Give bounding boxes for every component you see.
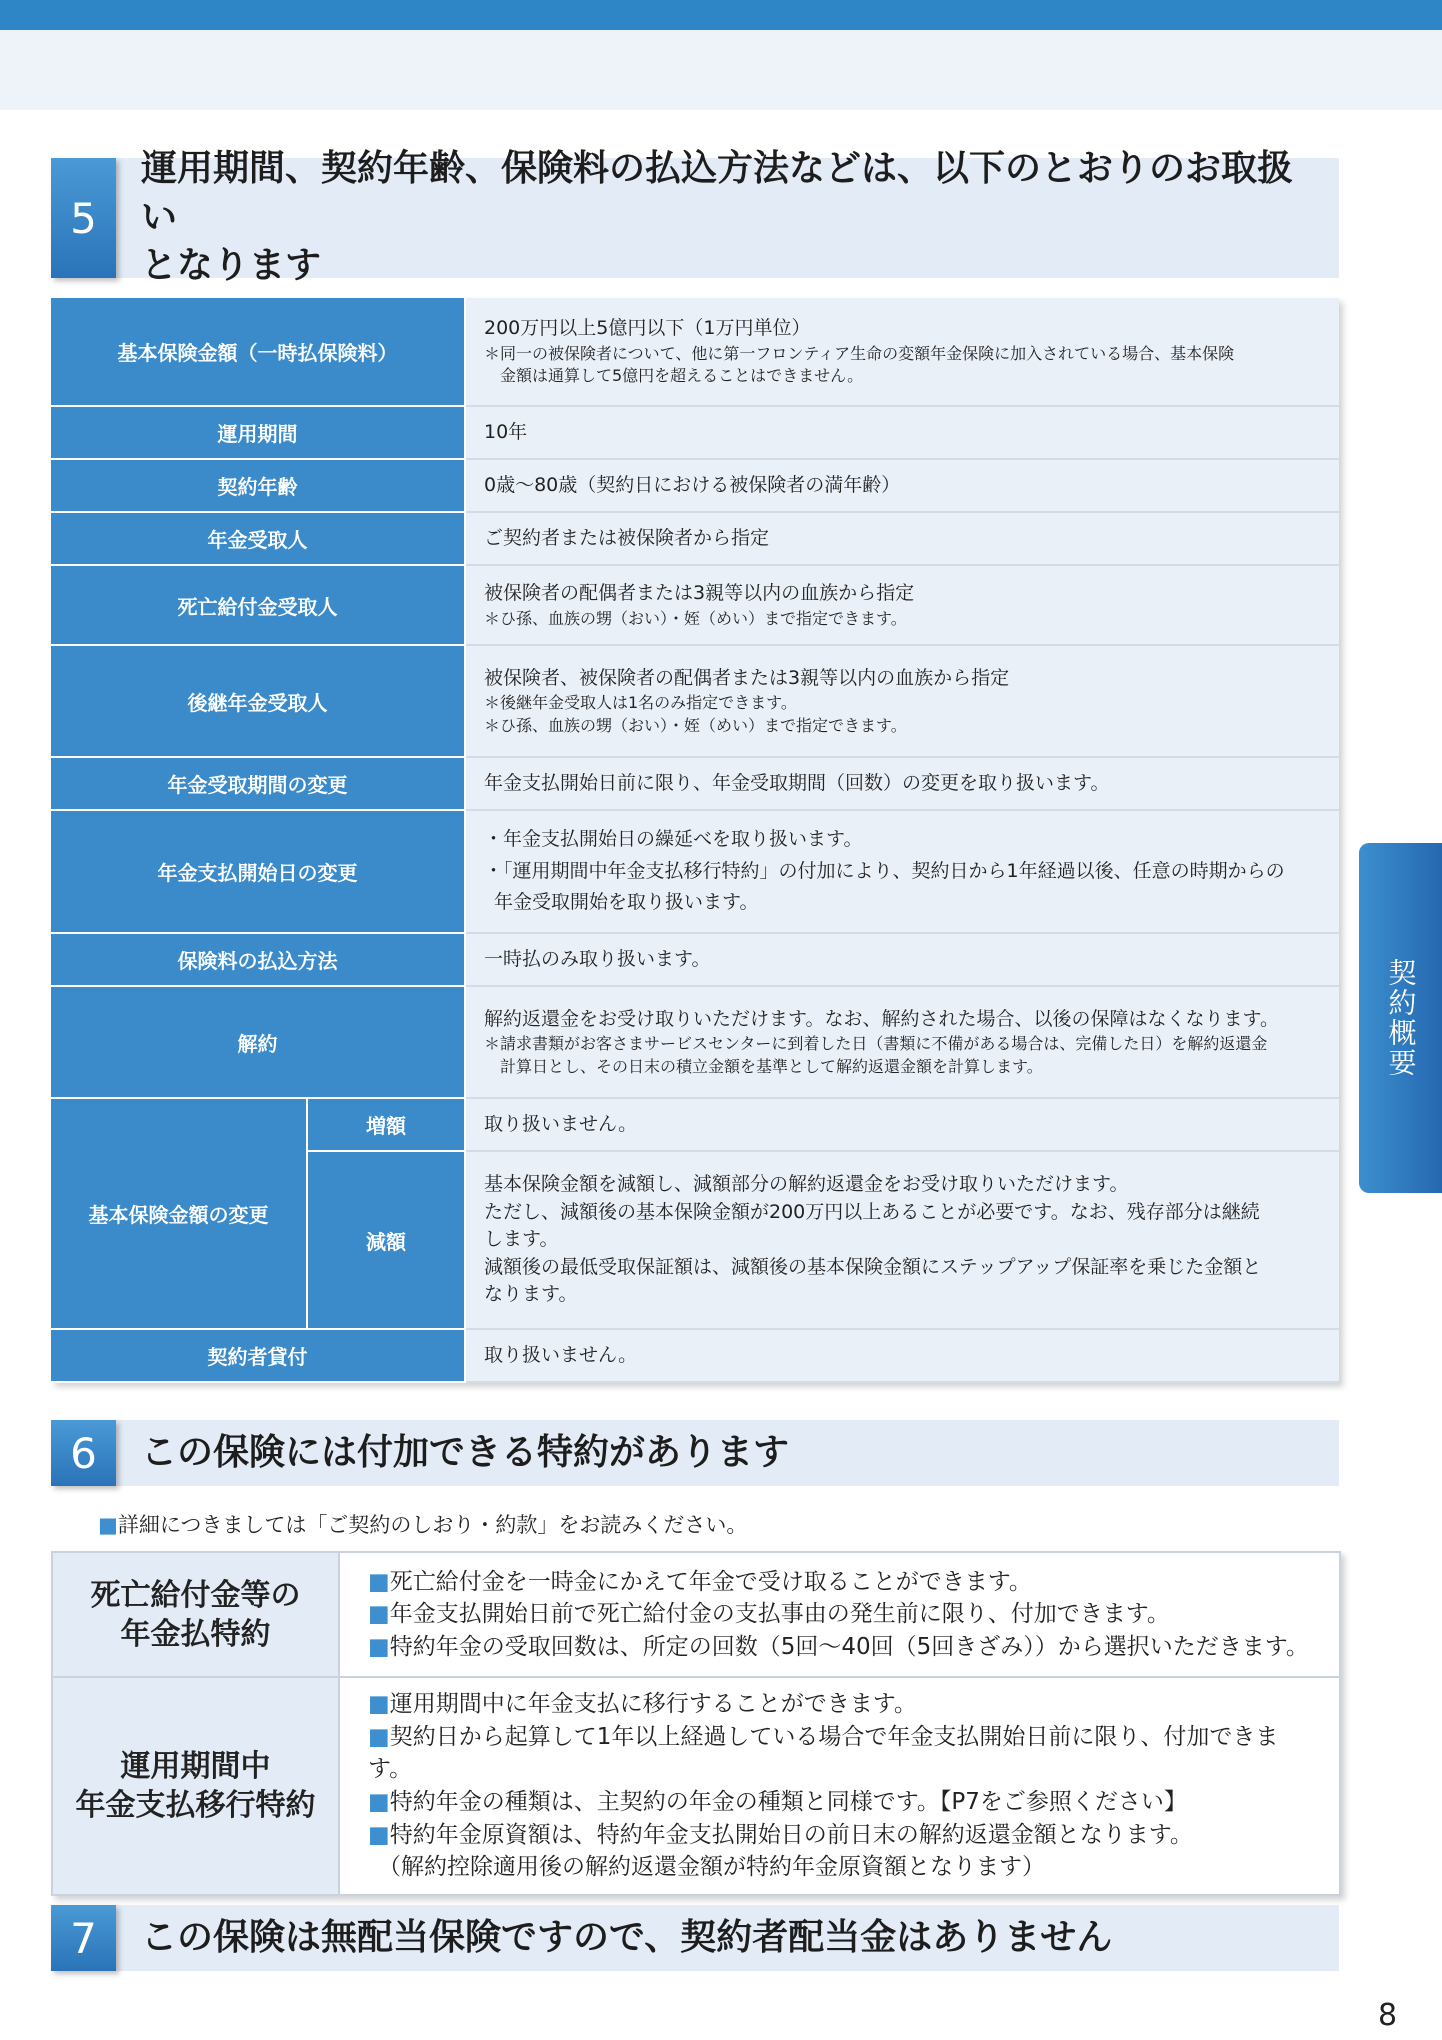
- basic-amount-value: 200万円以上5億円以下（1万円単位）: [484, 317, 811, 340]
- row-value: ご契約者または被保険者から指定: [465, 512, 1339, 565]
- table-row: [51, 986, 1339, 1098]
- table-row: [51, 1329, 1339, 1382]
- section-5-title-line1: 運用期間、契約年齢、保険料の払込方法などは、以下のとおりのお取扱い: [141, 148, 1294, 238]
- table-row: [52, 1552, 1340, 1677]
- successor-value: 被保険者、被保険者の配偶者または3親等以内の血族から指定: [484, 666, 1010, 689]
- row-label: 死亡給付金受取人: [51, 565, 465, 645]
- detail-note: [98, 1509, 747, 1539]
- table-row: [51, 406, 1339, 459]
- decrease-line-1: 基本保険金額を減額し、減額部分の解約返還金をお受け取りいただけます。: [484, 1173, 1129, 1196]
- side-index-tab[interactable]: [1359, 843, 1442, 1193]
- increase-value: 取り扱いません。: [465, 1098, 1339, 1151]
- contract-terms-table: [51, 298, 1339, 1383]
- table-row: [51, 298, 1339, 406]
- start-change-line-2: ・「運用期間中年金支払移行特約」の付加により、契約日から1年経過以後、任意の時期からの: [484, 859, 1285, 882]
- list-item-text: 死亡給付金を一時金にかえて年金で受け取ることができます。: [389, 1568, 1032, 1595]
- square-bullet-icon: ■: [368, 1633, 390, 1660]
- rider-2-details: [339, 1677, 1340, 1895]
- decrease-line-3: します。: [484, 1228, 559, 1251]
- row-label: 解約: [51, 986, 465, 1098]
- row-value: 年金支払開始日前に限り、年金受取期間（回数）の変更を取り扱います。: [465, 757, 1339, 810]
- row-value: 取り扱いません。: [465, 1329, 1339, 1382]
- death-recipient-note: ＊ひ孫、血族の甥（おい）・姪（めい）まで指定できます。: [484, 608, 907, 628]
- list-item-text: 契約日から起算して1年以上経過している場合で年金支払開始日前に限り、付加できます。: [368, 1723, 1279, 1783]
- top-band: [0, 30, 1442, 110]
- section-7-number: 7: [51, 1905, 116, 1971]
- cancel-note: ＊請求書類がお客さまサービスセンターに到着した日（書類に不備がある場合は、完備した日）を解約返還金: [484, 1034, 1268, 1054]
- death-recipient-value: 被保険者の配偶者または3親等以内の血族から指定: [484, 582, 915, 605]
- side-tab-label: 契約概要: [1384, 958, 1418, 1078]
- rider-2-label: [52, 1677, 339, 1895]
- square-bullet-icon: ■: [368, 1601, 390, 1628]
- row-label: 運用期間: [51, 406, 465, 459]
- list-item: [368, 1631, 1315, 1664]
- row-value: [465, 986, 1339, 1098]
- list-item: [368, 1721, 1315, 1786]
- rider-2-sub-note: （解約控除適用後の解約返還金額が特約年金原資額となります）: [378, 1854, 1045, 1881]
- list-item-text: 特約年金の種類は、主契約の年金の種類と同様です。【P7をご参照ください】: [389, 1788, 1187, 1815]
- decrease-line-2: ただし、減額後の基本保険金額が200万円以上あることが必要です。なお、残存部分は継続: [484, 1200, 1260, 1223]
- row-value: [465, 645, 1339, 757]
- row-label: 年金受取期間の変更: [51, 757, 465, 810]
- section-5-header: [51, 148, 1339, 287]
- section-5-number: 5: [51, 158, 116, 278]
- rider-1-label-line1: 死亡給付金等の: [90, 1577, 301, 1613]
- basic-amount-note: ＊同一の被保険者について、他に第一フロンティア生命の変額年金保険に加入されている場合、基本保険: [484, 343, 1235, 363]
- successor-note-1: ＊後継年金受取人は1名のみ指定できます。: [484, 693, 797, 713]
- section-7-title: この保険は無配当保険ですので、契約者配当金はありません: [141, 1916, 1113, 1958]
- list-item: [368, 1598, 1315, 1631]
- row-value: [465, 810, 1339, 933]
- list-item-text: 特約年金原資額は、特約年金支払開始日の前日末の解約返還金額となります。: [389, 1821, 1193, 1848]
- row-label: 保険料の払込方法: [51, 933, 465, 986]
- row-label: 基本保険金額の変更: [51, 1098, 307, 1329]
- rider-1-label: [52, 1552, 339, 1677]
- square-bullet-icon: ■: [98, 1513, 118, 1537]
- row-value: 0歳〜80歳（契約日における被保険者の満年齢）: [465, 459, 1339, 512]
- table-row: [51, 810, 1339, 933]
- row-value: [465, 565, 1339, 645]
- cancel-value: 解約返還金をお受け取りいただけます。なお、解約された場合、以後の保障はなくなります。: [484, 1007, 1279, 1030]
- cancel-note-cont: 計算日とし、その日末の積立金額を基準として解約返還金額を計算します。: [500, 1056, 1043, 1076]
- list-item: [368, 1566, 1315, 1599]
- page-number: 8: [1378, 1998, 1398, 2033]
- start-change-line-1: ・年金支払開始日の繰延べを取り扱います。: [484, 828, 863, 851]
- table-row: [51, 512, 1339, 565]
- section-6-number: 6: [51, 1420, 116, 1486]
- row-label: 後継年金受取人: [51, 645, 465, 757]
- square-bullet-icon: ■: [368, 1821, 390, 1848]
- table-row: [51, 1098, 1339, 1151]
- decrease-value: [465, 1151, 1339, 1329]
- square-bullet-icon: ■: [368, 1691, 390, 1717]
- list-item: [368, 1819, 1315, 1852]
- detail-note-text: 詳細につきましては「ご契約のしおり・約款」をお読みください。: [117, 1513, 748, 1537]
- section-6-header: [51, 1420, 1339, 1486]
- rider-1-label-line2: 年金払特約: [120, 1616, 271, 1652]
- table-row: [51, 645, 1339, 757]
- list-item-text: 運用期間中に年金支払に移行することができます。: [389, 1691, 917, 1717]
- start-change-line-3: 年金受取開始を取り扱います。: [494, 891, 759, 914]
- section-7-header: [51, 1905, 1339, 1971]
- list-item-text: 年金支払開始日前で死亡給付金の支払事由の発生前に限り、付加できます。: [389, 1601, 1170, 1628]
- section-6-title: この保険には付加できる特約があります: [141, 1431, 790, 1473]
- rider-1-details: [339, 1552, 1340, 1677]
- list-item: [368, 1688, 1315, 1721]
- row-value: 10年: [465, 406, 1339, 459]
- square-bullet-icon: ■: [368, 1788, 390, 1815]
- row-value: 一時払のみ取り扱います。: [465, 933, 1339, 986]
- row-value: [465, 298, 1339, 406]
- top-color-bar: [0, 0, 1442, 30]
- row-label: 契約者貸付: [51, 1329, 465, 1382]
- decrease-line-4: 減額後の最低受取保証額は、減額後の基本保険金額にステップアップ保証率を乗じた金額と: [484, 1255, 1262, 1278]
- list-item-text: 特約年金の受取回数は、所定の回数（5回〜40回（5回きざみ））から選択いただきます。: [389, 1633, 1309, 1660]
- square-bullet-icon: ■: [368, 1568, 390, 1595]
- table-row: [51, 459, 1339, 512]
- row-label: 年金支払開始日の変更: [51, 810, 465, 933]
- square-bullet-icon: ■: [368, 1723, 390, 1750]
- decrease-label: 減額: [307, 1151, 465, 1329]
- riders-table: [51, 1551, 1341, 1896]
- rider-2-label-line1: 運用期間中: [120, 1748, 271, 1784]
- basic-amount-note-cont: 金額は通算して5億円を超えることはできません。: [500, 366, 864, 386]
- section-5-title: [141, 148, 1319, 287]
- list-item: [368, 1786, 1315, 1819]
- section-5-title-line2: となります: [141, 245, 322, 287]
- row-label: 契約年齢: [51, 459, 465, 512]
- table-row: [51, 565, 1339, 645]
- increase-label: 増額: [307, 1098, 465, 1151]
- table-row: [52, 1677, 1340, 1895]
- successor-note-2: ＊ひ孫、血族の甥（おい）・姪（めい）まで指定できます。: [484, 715, 907, 735]
- decrease-line-5: なります。: [484, 1283, 578, 1306]
- table-row: [51, 933, 1339, 986]
- rider-2-label-line2: 年金支払移行特約: [75, 1787, 316, 1823]
- row-label: 年金受取人: [51, 512, 465, 565]
- table-row: [51, 757, 1339, 810]
- row-label: 基本保険金額（一時払保険料）: [51, 298, 465, 406]
